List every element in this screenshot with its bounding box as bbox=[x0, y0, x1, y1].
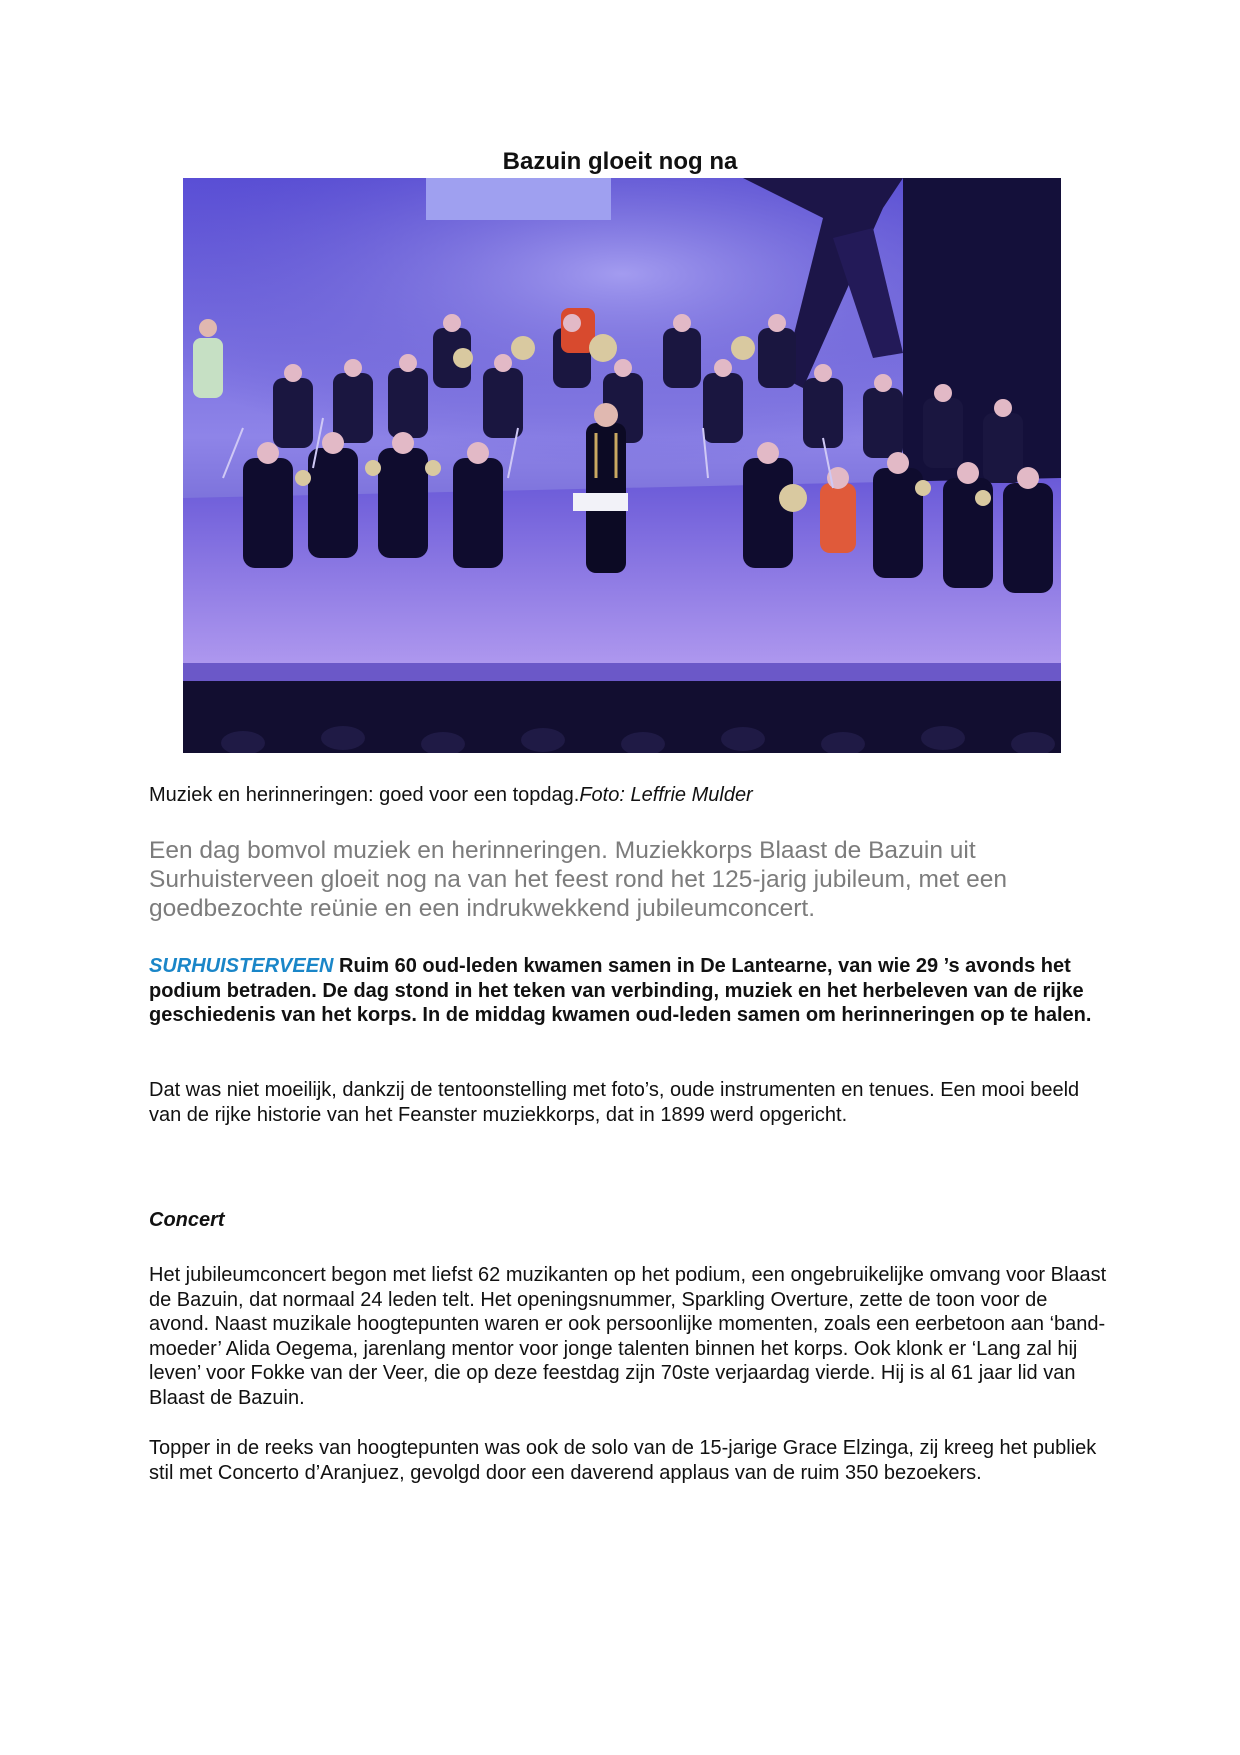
lead-paragraph bbox=[149, 954, 1109, 1028]
photo-credit: Foto: Leffrie Mulder bbox=[579, 784, 753, 806]
concert-photo bbox=[183, 178, 1061, 753]
dateline: SURHUISTERVEEN bbox=[149, 955, 334, 977]
photo-caption bbox=[149, 784, 753, 807]
article-title: Bazuin gloeit nog na bbox=[502, 148, 738, 175]
body-paragraph: Dat was niet moeilijk, dankzij de tentoonstelling met foto’s, oude instrumenten en tenues. Een mooi beeld van de rijke historie van het Feanster muziekkorps, dat in 1899 werd opgericht. bbox=[149, 1079, 1080, 1126]
intro-paragraph: Een dag bomvol muziek en herinneringen. Muziekkorps Blaast de Bazuin uit Surhuisterveen gloeit nog na van het feest rond het 125-jarig jubileum, met een goedbezochte reünie en een indrukwekkend jubileumconcert. bbox=[149, 837, 1008, 922]
caption-text: Muziek en herinneringen: goed voor een topdag. bbox=[149, 784, 580, 806]
lead-text: Ruim 60 oud-leden kwamen samen in De Lantearne, van wie 29 ’s avonds het podium betraden. De dag stond in het teken van verbinding, muziek en het herbeleven van de rijke geschiedenis van het korps. In de middag kwamen oud-leden samen om herinneringen op te halen. bbox=[149, 955, 1092, 1026]
body-paragraph: Het jubileumconcert begon met liefst 62 muzikanten op het podium, een ongebruikelijke omvang voor Blaast de Bazuin, dat normaal 24 leden telt. Het openingsnummer, Sparkling Overture, zette de toon voor de avond. Naast muzikale hoogtepunten waren er ook persoonlijke momenten, zoals een eerbetoon aan ‘band-moeder’ Alida Oegema, jarenlang mentor voor jonge talenten binnen het korps. Ook klonk er ‘Lang zal hij leven’ voor Fokke van der Veer, die op deze feestdag zijn 70ste verjaardag vierde. Hij is al 61 jaar lid van Blaast de Bazuin. bbox=[149, 1264, 1107, 1409]
body-paragraph: Topper in de reeks van hoogtepunten was ook de solo van de 15-jarige Grace Elzinga, zij kreeg het publiek stil met Concerto d’Aranjuez, gevolgd door een daverend applaus van de ruim 350 bezoekers. bbox=[149, 1437, 1097, 1484]
subheading: Concert bbox=[149, 1209, 225, 1231]
